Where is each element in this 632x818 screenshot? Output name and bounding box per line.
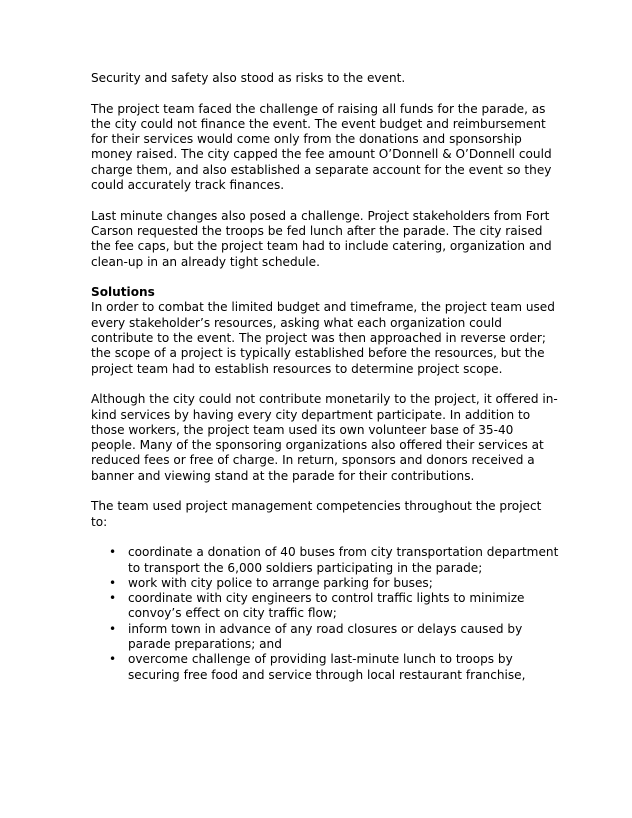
list-item: [91, 591, 561, 622]
list-item-text: coordinate a donation of 40 buses from city transportation department to transport the 6,000 soldiers participating in the parade;: [128, 545, 559, 575]
bullet-icon: •: [109, 621, 117, 636]
bullet-icon: •: [109, 575, 117, 590]
paragraph-last-minute-changes: Last minute changes also posed a challenge. Project stakeholders from Fort Carson requested the troops be fed lunch after the parade. The city raised the fee caps, but the project team had to include catering, organization and clean-up in an already tight schedule.: [91, 208, 552, 269]
bullet-icon: •: [109, 652, 117, 667]
list-item: [91, 622, 561, 653]
paragraph-stakeholder-resources: In order to combat the limited budget and timeframe, the project team used every stakeholder’s resources, asking what each organization could contribute to the event. The project was then approached in reverse order; the scope of a project is typically established before the resources, but the project team had to establish resources to determine project scope.: [91, 300, 555, 376]
competencies-bullet-list: [91, 545, 561, 683]
list-item-text: overcome challenge of providing last-minute lunch to troops by securing free food and service through local restaurant franchise,: [128, 652, 526, 682]
paragraph-security: Security and safety also stood as risks to the event.: [91, 71, 406, 85]
list-item: [91, 652, 561, 683]
bullet-icon: •: [109, 591, 117, 606]
paragraph-competencies-intro: The team used project management competencies throughout the project to:: [91, 499, 542, 529]
paragraph-funding-challenge: The project team faced the challenge of raising all funds for the parade, as the city could not finance the event. The event budget and reimbursement for their services would come only from the donations and sponsorship money raised. The city capped the fee amount O’Donnell & O’Donnell could charge them, and also established a separate account for the event so they could accurately track finances.: [91, 101, 552, 193]
paragraph-in-kind-services: Although the city could not contribute monetarily to the project, it offered in-kind services by having every city department participate. In addition to those workers, the project team used its own volunteer base of 35-40 people. Many of the sponsoring organizations also offered their services at reduced fees or free of charge. In return, sponsors and donors received a banner and viewing stand at the parade for their contributions.: [91, 392, 558, 483]
section-heading-solutions: Solutions: [91, 285, 155, 300]
list-item: [91, 576, 561, 591]
document-page: [91, 71, 561, 683]
list-item-text: coordinate with city engineers to control traffic lights to minimize convoy’s effect on city traffic flow;: [128, 591, 525, 621]
list-item-text: work with city police to arrange parking for buses;: [128, 575, 433, 590]
list-item-text: inform town in advance of any road closures or delays caused by parade preparations; and: [128, 621, 523, 651]
list-item: [91, 545, 561, 576]
bullet-icon: •: [109, 545, 117, 560]
